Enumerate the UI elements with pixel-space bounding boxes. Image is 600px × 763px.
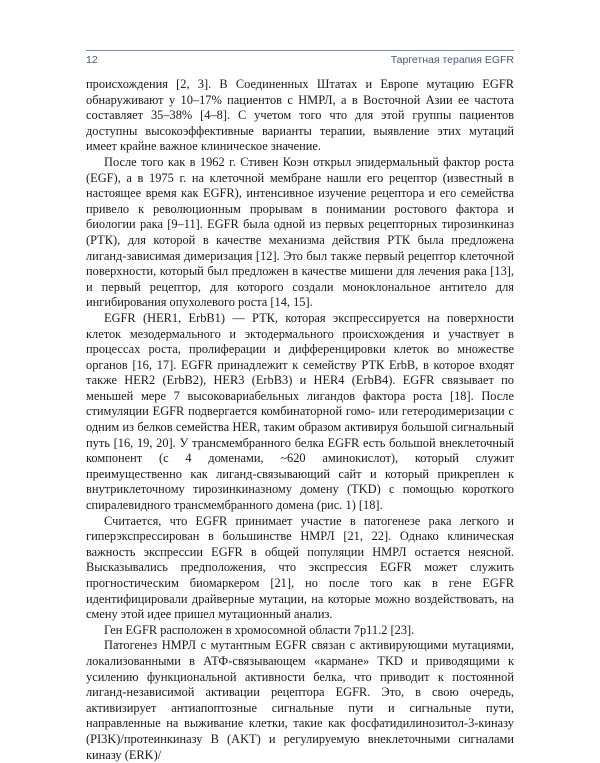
paragraph: Считается, что EGFR принимает участие в патогенезе рака легкого и гиперэкспрессирован в большинстве НМРЛ [21, 22]. Однако клиническая важность экспрессии EGFR в общей популяции НМРЛ остается неясной. Высказывались предположения, что экспрессия EGFR может служить прогностическим биомаркером [21], но после того как в гене EGFR идентифицировали драйверные мутации, на которые можно воздействовать, на смену этой идее пришел мутационный анализ. bbox=[86, 513, 514, 622]
paragraph: Патогенез НМРЛ с мутантным EGFR связан с активирующими мутациями, локализованными в АТФ-связывающем «кармане» TKD и приводящими к усилению функциональной активности белка, что приводит к постоянной лиганд-независимой активации рецептора EGFR. Это, в свою очередь, активизирует антиапоптозные сигнальные пути и сигнальные пути, направленные на выживание клетки, такие как фосфатидилинозитол-3-киназу (PI3K)/протеинкиназу B (AKT) и регулируемую внеклеточными сигналами киназу (ERK)/ bbox=[86, 638, 514, 762]
header-rule bbox=[86, 50, 514, 51]
paragraph: Ген EGFR расположен в хромосомной области 7p11.2 [23]. bbox=[104, 622, 415, 637]
text-body bbox=[86, 77, 514, 763]
running-title: Таргетная терапия EGFR bbox=[390, 54, 514, 66]
paragraph: EGFR (HER1, ErbB1) — РТК, которая экспрессируется на поверхности клеток мезодермального и эктодермального происхождения и участвует в процессах роста, пролиферации и дифференцировки клеток во множестве органов [16, 17]. EGFR принадлежит к семейству РТК ErbB, в которое входят также HER2 (ErbB2), HER3 (ErbB3) и HER4 (ErbB4). EGFR связывает по меньшей мере 7 высоковариабельных лигандов фактора роста [18]. После стимуляции EGFR подвергается комбинаторной гомо- или гетеродимеризации с одним из белков семейства HER, таким образом активируя большой сигнальный путь [16, 19, 20]. У трансмембранного белка EGFR есть большой внеклеточный компонент (с 4 доменами, ~620 аминокислот), который служит преимущественно как лиганд-связывающий сайт и который прикреплен к внутриклеточному тирозинкиназному домену (TKD) с помощью короткого спиралевидного трансмембранного домена (рис. 1) [18]. bbox=[86, 310, 514, 513]
paragraph: После того как в 1962 г. Стивен Коэн открыл эпидермальный фактор роста (EGF), а в 1975 г. на клеточной мембране нашли его рецептор (известный в настоящее время как EGFR), интенсивное изучение рецептора и его семейства привело к революционным прорывам в понимании ростового фактора и биологии рака [9–11]. EGFR была одной из первых рецепторных тирозинкиназ (РТК), для которой в качестве механизма действия РТК была предложена лиганд-зависимая димеризация [12]. Это был также первый рецептор клеточной поверхности, который был предложен в качестве мишени для лечения рака [13], и первый рецептор, для которого создали моноклональное антитело для ингибирования опухолевого роста [14, 15]. bbox=[86, 154, 514, 310]
page-number: 12 bbox=[86, 54, 98, 66]
paragraph: происхождения [2, 3]. В Соединенных Штатах и Европе мутацию EGFR обнаруживают у 10–17% пациентов с НМРЛ, а в Восточной Азии ее частота составляет 35–38% [4–8]. С учетом того что для этой группы пациентов доступны высокоэффективные варианты терапии, выявление этих мутаций имеет крайне важное клиническое значение. bbox=[86, 77, 514, 154]
